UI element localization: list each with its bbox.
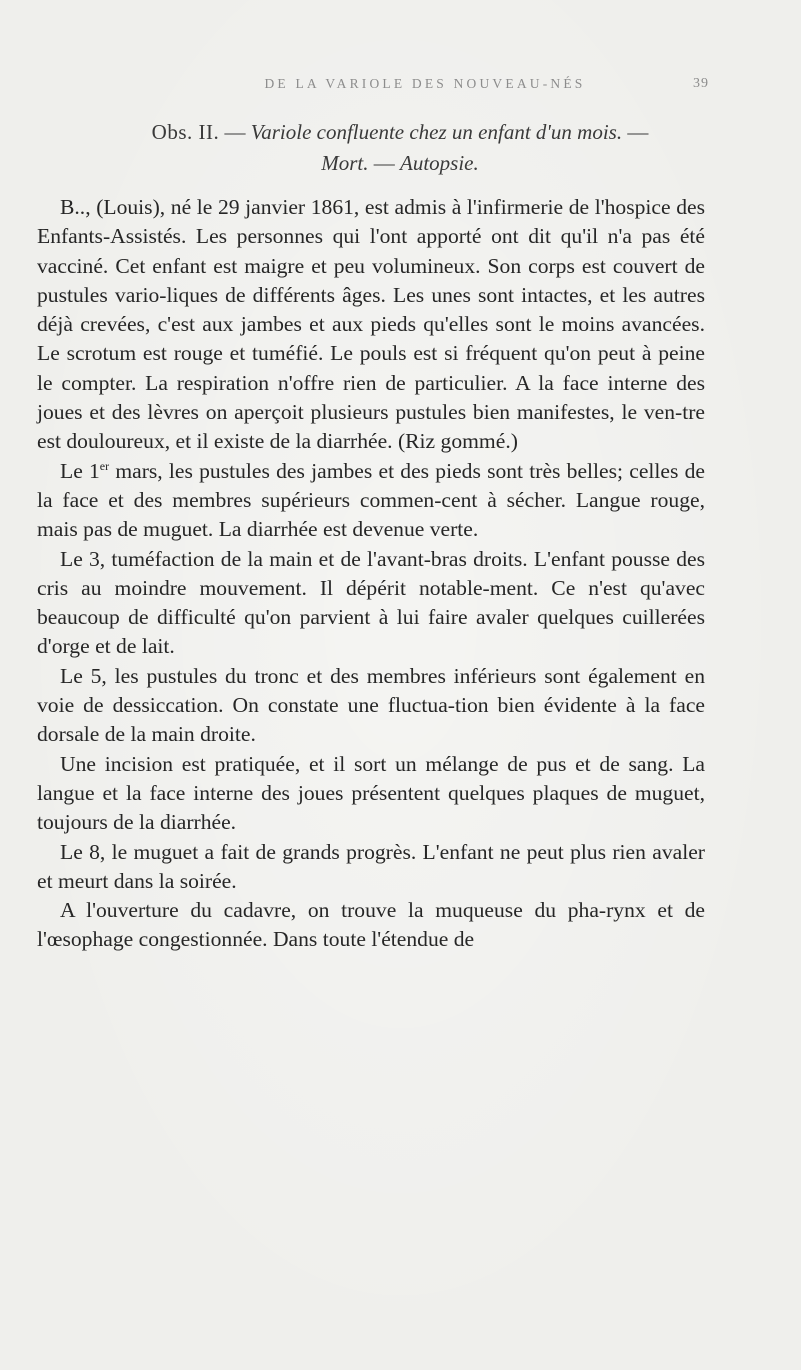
paragraph-date: Le 1 [60,458,100,483]
observation-heading-line-1 [60,117,740,148]
observation-autopsy: Autopsie. [400,151,479,175]
paragraph: B.., (Louis), né le 29 janvier 1861, est admis à l'infirmerie de l'hospice des Enfants-Assistés. Les personnes qui l'ont apporté ont dit qu'il n'a pas été vacciné. Cet enfant est maigre et peu volumineux. Son corps est couvert de pustules vario-liques de différents âges. Les unes sont intactes, et les autres déjà crevées, c'est aux jambes et aux pieds qu'elles sont le moins avancées. Le scrotum est rouge et tuméfié. Le pouls est si fréquent qu'on peut à peine le compter. La respiration n'offre rien de particulier. A la face interne des joues et des lèvres on aperçoit plusieurs pustules bien manifestes, le ven-tre est douloureux, et il existe de la diarrhée. (Riz gommé.) [37,195,705,454]
paragraph: Le 3, tuméfaction de la main et de l'avant-bras droits. L'enfant pousse des cris au moindre mouvement. Il dépérit notable-ment. Ce n'est qu'avec beaucoup de difficulté qu'on parvient à lui faire avaler quelques cuillerées d'orge et de lait. [37,546,705,659]
heading-dash: — [219,120,251,144]
paragraph-text: mars, les pustules des jambes et des pieds sont très belles; celles de la face et des membres supérieurs commen-cent à sécher. Langue rouge, mais pas de muguet. La diarrhée est devenue verte. [37,458,705,542]
heading-dash: — [622,120,649,144]
paragraph: Le 8, le muguet a fait de grands progrès. L'enfant ne peut plus rien avaler et meurt dans la soirée. [37,839,705,893]
ordinal-superscript: er [99,458,110,473]
observation-outcome: Mort. [321,151,369,175]
observation-heading-line-2 [60,148,740,179]
paragraph: Le 5, les pustules du tronc et des membres inférieurs sont également en voie de dessiccation. On constate une fluctua-tion bien évidente à la face dorsale de la main droite. [37,663,705,747]
paragraph: Une incision est pratiquée, et il sort un mélange de pus et de sang. La langue et la face interne des joues présentent quelques plaques de muguet, toujours de la diarrhée. [37,751,705,835]
observation-label: Obs. II. [151,120,220,144]
running-title: DE LA VARIOLE DES NOUVEAU-NÉS [264,76,586,91]
paragraph [37,457,705,545]
observation-title: Variole confluente chez un enfant d'un mois. [250,120,623,144]
page-number: 39 [693,76,709,91]
observation-heading [60,117,740,179]
heading-dash: — [368,151,400,175]
running-header [0,76,801,102]
paragraph: A l'ouverture du cadavre, on trouve la muqueuse du pha-rynx et de l'œsophage congestionnée. Dans toute l'étendue de [37,898,705,952]
body-text [37,193,705,955]
